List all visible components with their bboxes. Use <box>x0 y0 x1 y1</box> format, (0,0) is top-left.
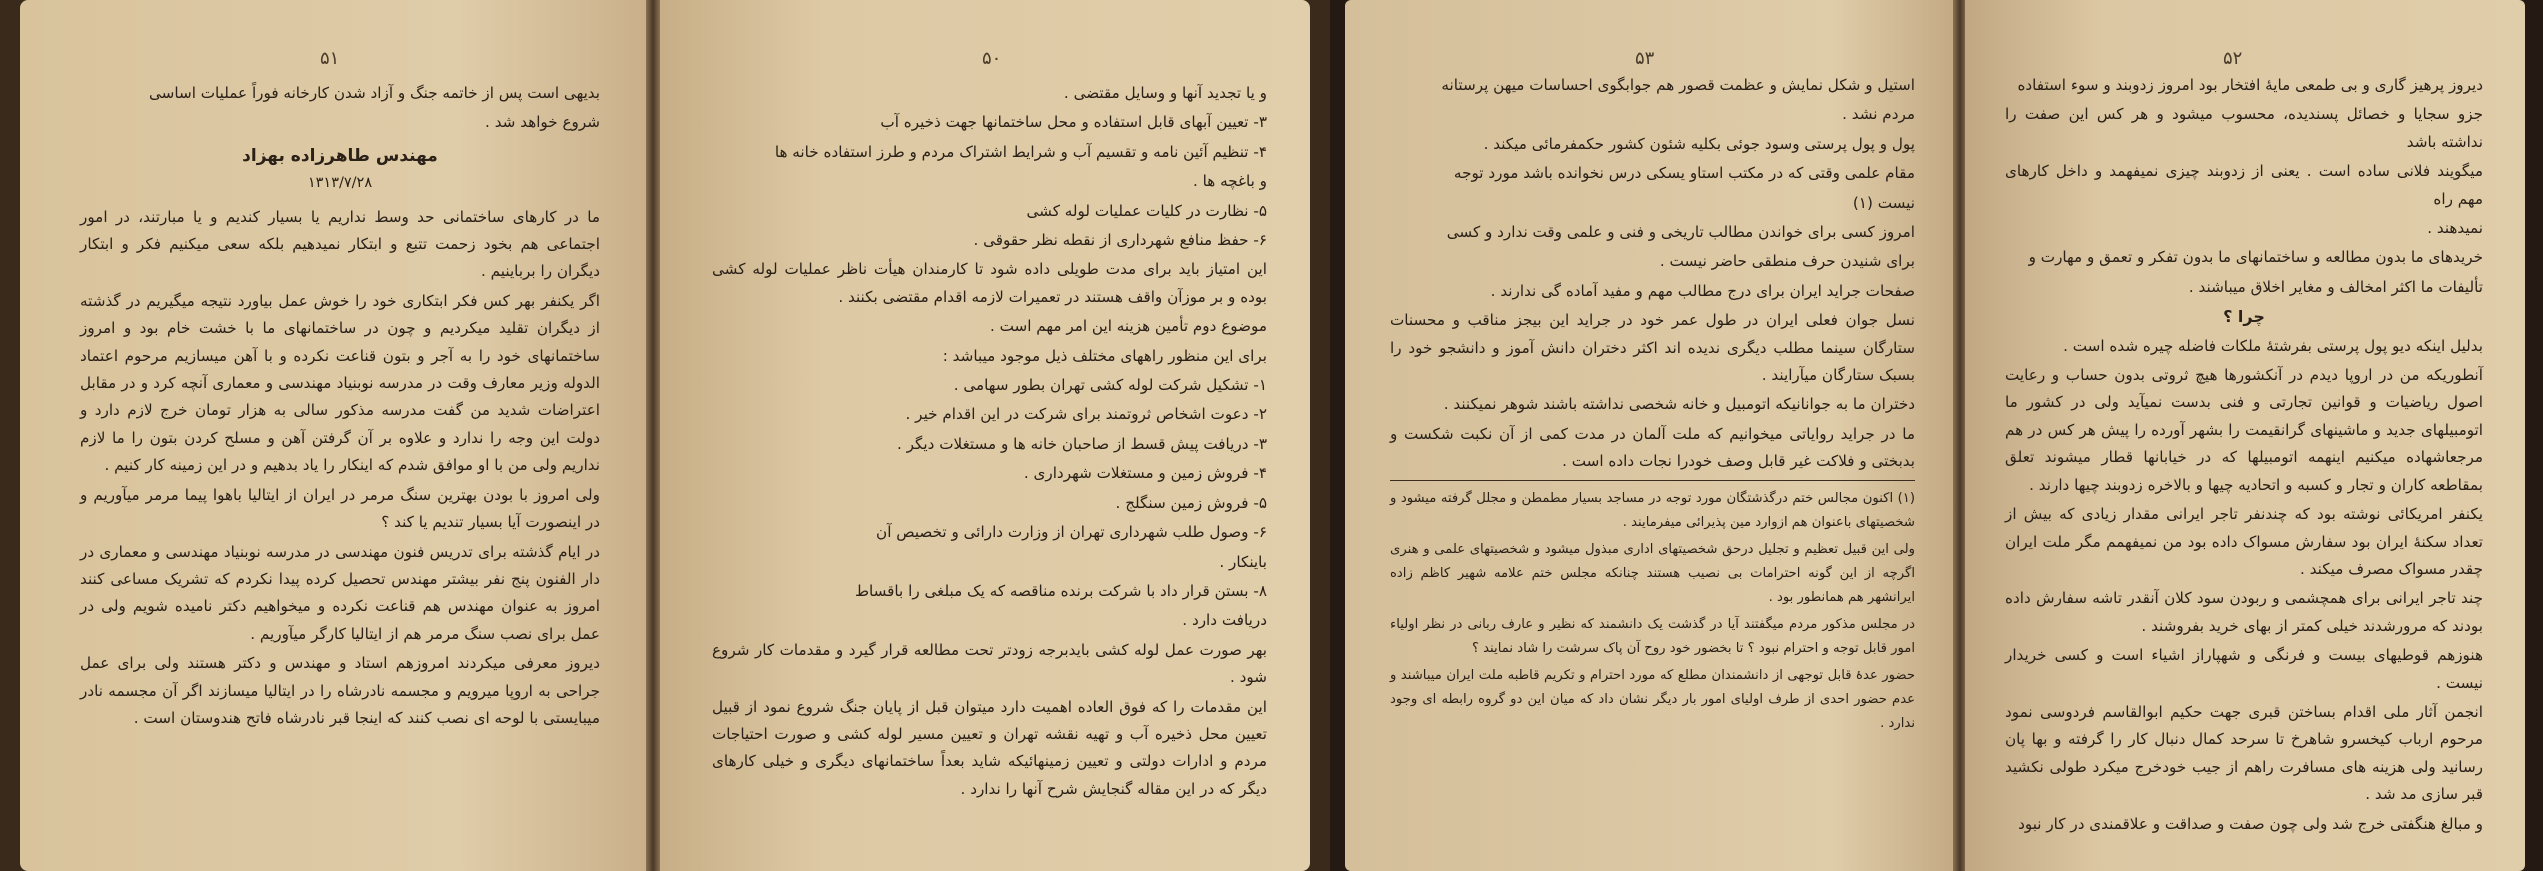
footnotes <box>1390 487 1915 737</box>
text-line: بهر صورت عمل لوله کشی بایدبرجه زودتر تحت مطالعه قرار گیرد و مقدمات کار شروع شود . <box>712 640 1267 687</box>
page-51 <box>20 0 648 871</box>
text-line: نسل جوان فعلی ایران در طول عمر خود در جراید این بیجز مناقب و محسنات ستارگان سینما مطلب دیگری ندیده اند اکثر دختران دانش آموز و دانشجو خود را بسبک ستارگان میآرایند . <box>1390 311 1915 385</box>
text-line: باینکار . <box>1219 552 1267 571</box>
text-line: میگویند فلانی ساده است . یعنی از زدوبند چیزی نمیفهمد و داخل کارهای مهم راه <box>2005 162 2483 208</box>
text-line: ۵- نظارت در کلیات عملیات لوله کشی <box>1026 201 1267 220</box>
text-line: ۲- دعوت اشخاص ثروتمند برای شرکت در این اقدام خیر . <box>905 405 1267 424</box>
text-line: دختران ما به جوانانیکه اتومبیل و خانه شخصی نداشته باشند شوهر نمیکنند . <box>1443 395 1915 414</box>
paragraph: انجمن آثار ملی اقدام بساختن قبری جهت حکیم ابوالقاسم فردوسی نمود مرحوم ارباب کیخسرو شاهرخ تا سرحد کمال دنبال کار را گرفته و بها پان رسانید ولی هزینه های مسافرت راهم از جیب خودخرج میکرد طولی نکشید قبر سازی مد شد . <box>2005 702 2483 804</box>
text-line: مقام علمی وقتی که در مکتب استاو یسکی درس نخوانده باشد مورد توجه <box>1453 164 1915 183</box>
page-52 <box>1965 0 2525 871</box>
text-line: برای این منظور راههای مختلف ذیل موجود میباشد : <box>942 346 1267 365</box>
book-gutter <box>646 0 660 871</box>
text-line: برای شنیدن حرف منطقی حاضر نیست . <box>1659 252 1915 271</box>
paragraph: بدلیل اینکه دیو پول پرستی بفرشتۀ ملکات فاضله چیره شده است . <box>2063 336 2483 355</box>
page-number: ۵۲ <box>2223 48 2243 69</box>
text-line: ۶- حفظ منافع شهرداری از نقطه نظر حقوقی . <box>973 231 1267 250</box>
page-53 <box>1345 0 1955 871</box>
text-line: و یا تجدید آنها و وسایل مقتضی . <box>1063 84 1267 102</box>
page-52-body <box>2005 72 2483 840</box>
paragraph: چند تاجر ایرانی برای همچشمی و ربودن سود کلان آنقدر تاشه سفارش داده بودند که مرورشدند خیلی کمتر از بهای خرید بفروشند . <box>2005 589 2483 635</box>
text-line: ما در جراید روایاتی میخوانیم که ملت آلمان در مدت کمی از آن نکبت شکست و بدبختی و فلاکت غیر قابل وصف خودرا نجات داده است . <box>1390 424 1915 471</box>
page-number: ۵۱ <box>320 48 340 69</box>
text-line: دیروز پرهیز گاری و بی طمعی مایۀ افتخار بود امروز زدوبند و سوء استفاده <box>2017 76 2483 94</box>
text-line: ۵- فروش زمین سنگلج . <box>1115 493 1267 512</box>
page-50-body <box>712 80 1267 805</box>
paragraph: دیروز معرفی میکردند امروزهم استاد و مهندس و دکتر هستند ولی برای عمل جراحی به اروپا میرویم و مجسمه نادرشاه را در ایتالیا میسازند اگر آن مجسمه نادر میبایستی با لوحه ای نصب کنند که اینجا قبر نادرشاه فاتح هندوستان است . <box>80 654 600 727</box>
paragraph: آنطوریکه من در اروپا دیدم در آنکشورها هیچ ثروتی بدون حساب و رعایت اصول ریاضیات و قوانین تجارتی و فنی بدست نمیآید ولی در کشور ما اتومبیلهای جدید و ماشینهای گرانقیمت را بشهر آورده را پیش هر کس در هم مرجعاشهاده میکنیم اینهمه اتومبیلها که در خیابانها قطار میشوند تعلق بمقاطعه کاران و تجار و کسبه و اتحادیه چیها و بالاخره زدوبند چیها دارند . <box>2005 366 2483 494</box>
paragraph: در ایام گذشته برای تدریس فنون مهندسی در مدرسه نوبنیاد مهندسی و معماری در دار الفنون پنج نفر بیشتر مهندس تحصیل کرده پیدا نکردم که تشریک مساعی کنند امروز به عنوان مهندس هم قناعت نکرده و میخواهیم دکتر نامیده شویم ولی در عمل برای نصب سنگ مرمر هم از ایتالیا کارگر میآوریم . <box>80 542 600 643</box>
text-line: نمیدهند . <box>2427 219 2483 238</box>
text-line: تألیفات ما اکثر امخالف و مغایر اخلاق میباشند . <box>2188 277 2483 296</box>
text-line: جزو سجایا و خصائل پسندیده، محسوب میشود و هر کس این صفت را نداشته باشد <box>2005 105 2483 151</box>
text-line: پول و پول پرستی وسود جوئی بکلیه شئون کشور حکمفرمائی میکند . <box>1483 134 1915 153</box>
signature-date: ۱۳۱۳/۷/۲۸ <box>307 175 373 192</box>
footnote-divider <box>1390 480 1915 481</box>
text-line: خریدهای ما بدون مطالعه و ساختمانهای ما بدون تفکر و تعمق و مهارت و <box>2028 248 2483 267</box>
text-line: ۸- بستن قرار داد با شرکت برنده مناقصه که یک مبلغی را باقساط <box>854 581 1267 600</box>
text-line: و باغچه ها . <box>1192 172 1267 191</box>
page-53-body <box>1390 72 1915 739</box>
text-line: این امتیاز باید برای مدت طویلی داده شود تا کارمندان هیأت ناظر عملیات لوله کشی بوده و بر موزآن واقف هستند در تعمیرات لازمه اقدام مقتضی بکنند . <box>712 260 1267 306</box>
paragraph: ولی امروز با بودن بهترین سنگ مرمر در ایران از ایتالیا باهوا پیما مرمر میآوریم و در اینصورت آیا بسیار تندیم یا کند ؟ <box>80 485 600 532</box>
text-line: دریافت دارد . <box>1182 611 1267 630</box>
author-signature: مهندس طاهرزاده بهزاد <box>242 145 438 166</box>
paragraph: و مبالغ هنگفتی خرج شد ولی چون صفت و صداقت و علاقمندی در کار نبود <box>2018 814 2483 833</box>
text-line: بدیهی است پس از خاتمه جنگ و آزاد شدن کارخانه فوراً عملیات اساسی <box>148 84 600 102</box>
footnote: ولی این قبیل تعظیم و تجلیل درحق شخصیتهای اداری مبذول میشود و شخصیتهای علمی و هنری اگرچه از این گونه احترامات بی نصیب هستند چنانکه مجلس ختم علامه شهیر کاظم زاده ایرانشهر هم همانطور بود . <box>1390 541 1915 606</box>
text-line: ۱- تشکیل شرکت لوله کشی تهران بطور سهامی . <box>953 376 1267 395</box>
text-line: استیل و شکل نمایش و عظمت قصور هم جوابگوی احساسات میهن پرستانه <box>1441 76 1915 94</box>
page-number: ۵۰ <box>982 48 1002 69</box>
page-51-body <box>80 80 600 734</box>
text-line: امروز کسی برای خواندن مطالب تاریخی و فنی و علمی وقت ندارد و کسی <box>1446 223 1915 242</box>
text-line: ۴- تنظیم آئین نامه و تقسیم آب و شرایط اشتراک مردم و طرز استفاده خانه ها <box>774 142 1267 161</box>
text-line: ۴- فروش زمین و مستغلات شهرداری . <box>1023 464 1267 483</box>
text-line: مردم نشد . <box>1842 105 1915 124</box>
footnote: (۱) اکنون مجالس ختم درگذشتگان مورد توجه در مساجد بسیار مطمطن و مجلل گرفته میشود و شخصیتهای باعنوان هم ازوارد مین پذیرائی میفرمایند . <box>1390 490 1915 531</box>
text-line: نیست (۱) <box>1852 193 1915 212</box>
section-heading: چرا ؟ <box>2223 307 2265 327</box>
footnote: حضور عدۀ قابل توجهی از دانشمندان مطلع که مورد احترام و تکریم قاطبه ملت ایران میباشند و عدم حضور احدی از طرف اولیای امور بار دیگر نشان داد که میان این دو گروه رابطه ای وجود ندارد . <box>1390 667 1915 732</box>
text-line: صفحات جراید ایران برای درج مطالب مهم و مفید آماده گی ندارند . <box>1490 281 1915 300</box>
footnote: در مجلس مذکور مردم میگفتند آیا در گذشت یک دانشمند که نظیر و عارف ربانی در نظر اولیاء امور قابل توجه و احترام نبود ؟ تا بخضور خود روح آن پاک سرشت را شاد نمایند ؟ <box>1390 616 1915 657</box>
text-line: این مقدمات را که فوق العاده اهمیت دارد میتوان قبل از پایان جنگ شروع نمود از قبیل تعیین محل ذخیره آب و تهیه نقشه تهران و تعیین مسیر لوله کشی و صورت احتیاجات مردم و ادارات دولتی و تعیین زمینهائیکه شاید بعداً ساختمانهای دیگری و خیلی کارهای دیگر که در این مقاله گنجایش شرح آنها را ندارد . <box>712 697 1267 798</box>
text-line: موضوع دوم تأمین هزینه این امر مهم است . <box>989 317 1267 336</box>
page-number: ۵۳ <box>1635 48 1655 69</box>
paragraph: یکنفر امریکائی نوشته بود که چندنفر تاجر ایرانی مقدار زیادی که بیش از تعداد سکنۀ ایران بود سفارش مسواک داده بود من نمیفهمم مگر ملت ایران چقدر مسواک مصرف میکند . <box>2005 505 2483 578</box>
text-line: شروع خواهد شد . <box>485 113 600 132</box>
paragraph: هنوزهم قوطیهای بیست و فرنگی و شهپاراز اشیاء است و کسی خریدار نیست . <box>2005 646 2483 692</box>
page-50 <box>660 0 1310 871</box>
paragraph: ما در کارهای ساختمانی حد وسط نداریم یا بسیار کندیم و یا مبارتند، در امور اجتماعی هم بخود زحمت تتبع و ابتکار نمیدهیم بلکه سعی میکنیم فکر و ابتکار دیگران را برباینیم . <box>80 207 600 281</box>
text-line: ۳- دریافت پیش قسط از صاحبان خانه ها و مستغلات دیگر . <box>896 434 1267 453</box>
text-line: ۶- وصول طلب شهرداری تهران از وزارت دارائی و تخصیص آن <box>876 523 1267 542</box>
text-line: ۳- تعیین آبهای قابل استفاده و محل ساختمانها جهت ذخیره آب <box>880 113 1267 132</box>
paragraph: اگر یکنفر بهر کس فکر ابتکاری خود را خوش عمل بیاورد نتیجه میگیریم در گذشته از دیگران تقلید میکردیم و چون در ساختمانهای ما با خشت خام بود و امروز ساختمانهای خود را به آجر و بتون قناعت نکرده و با آهن میسازیم مرحوم اعتماد الدوله وزیر معارف وقت در مدرسه نوبنیاد مهندسی و معماری آنچه کرد و در مقابل اعتراضات شدید من گفت مدرسه مذکور سالی به هزار تومان خرج لازم دارد و دولت این وجه را ندارد و علاوه بر آن گرفتن آهن و مسلح کردن بتون را ما لازم نداریم ولی من با او موافق شدم که اینکار را یاد بدهیم و در این زمینه کار کنیم . <box>80 291 600 475</box>
